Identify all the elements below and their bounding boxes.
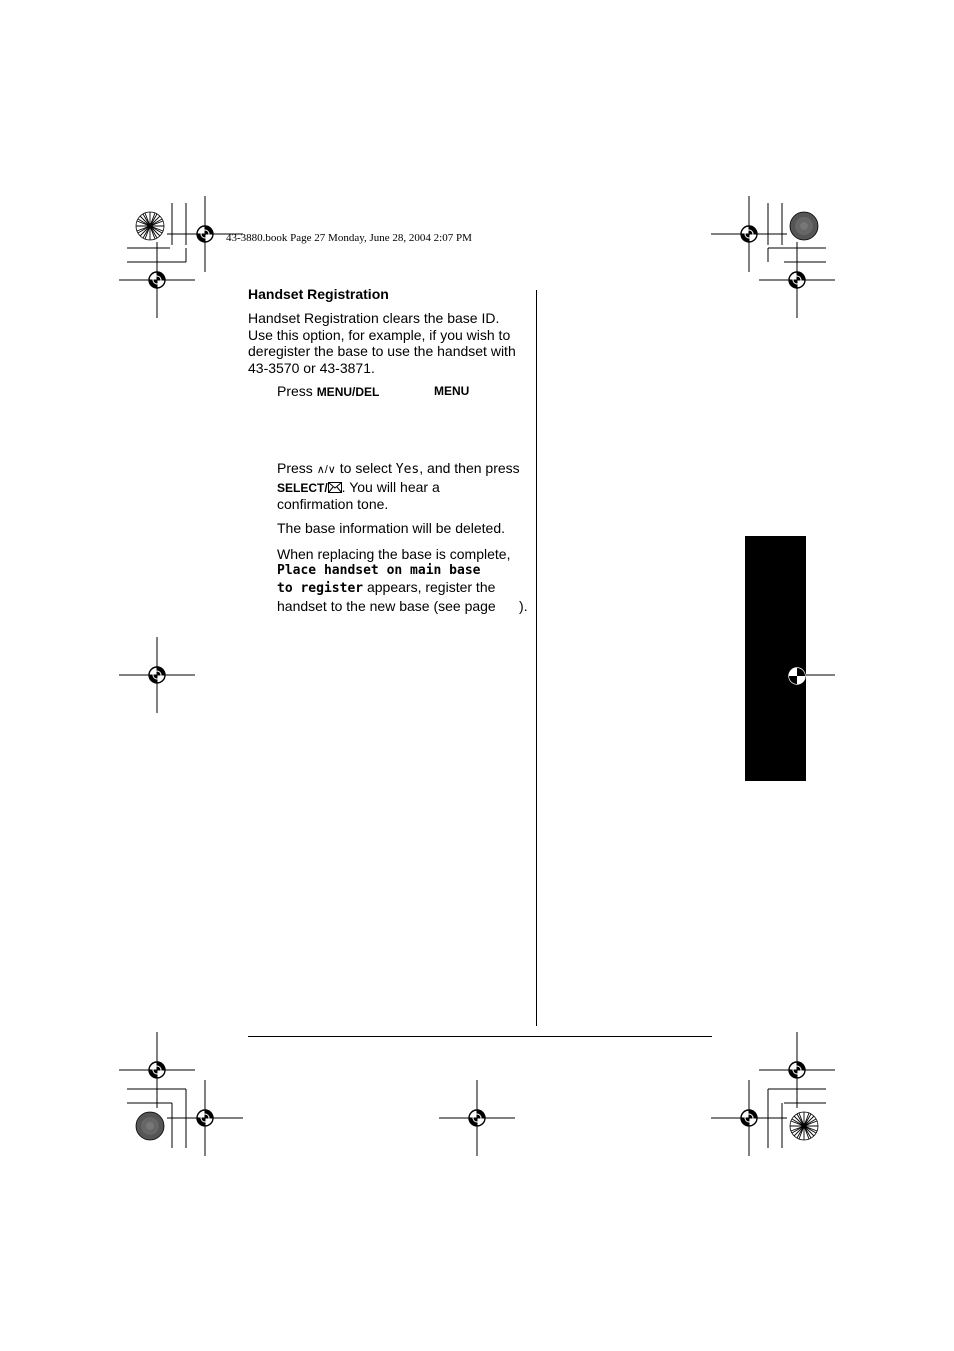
registration-mark-icon xyxy=(711,196,787,272)
step-text: confirmation tone. xyxy=(277,496,389,512)
intro-line: deregister the base to use the handset with xyxy=(248,343,516,359)
step-text: Press xyxy=(277,460,317,476)
registration-mark-icon xyxy=(119,1032,195,1108)
step-2 xyxy=(277,460,535,513)
registration-mark-icon xyxy=(119,637,195,713)
registration-mark-icon xyxy=(439,1080,515,1156)
intro-line: Handset Registration clears the base ID. xyxy=(248,310,500,326)
starburst-target-icon xyxy=(790,212,818,240)
display-message: to register xyxy=(277,581,364,596)
step-1 xyxy=(277,383,535,401)
up-down-arrows: ∧/∨ xyxy=(316,464,336,476)
intro-line: Use this option, for example, if you wish to xyxy=(248,326,511,343)
envelope-icon xyxy=(328,482,342,493)
note-replace xyxy=(277,546,535,614)
step-text: Press xyxy=(277,383,317,399)
registration-mark-icon xyxy=(167,1080,243,1156)
step-text: to select xyxy=(335,460,396,476)
file-info-header: 43-3880.book Page 27 Monday, June 28, 2004 2:07 PM xyxy=(226,232,472,244)
registration-mark-icon xyxy=(119,242,195,318)
step-text: , and then press xyxy=(419,460,520,476)
step-text: . You will hear a xyxy=(341,478,440,495)
starburst-target-icon xyxy=(790,1112,818,1140)
note-line: appears, register the xyxy=(363,579,496,595)
registration-mark-icon xyxy=(759,1032,835,1108)
side-tab xyxy=(745,536,806,781)
display-message: Place handset on main base xyxy=(277,562,481,578)
registration-mark-icon xyxy=(783,662,811,690)
intro-paragraph xyxy=(248,310,533,376)
menu-del-key: MENU/DEL xyxy=(316,385,380,399)
registration-mark-icon xyxy=(759,242,835,318)
menu-key: MENU xyxy=(434,384,470,398)
registration-mark-icon xyxy=(711,1080,787,1156)
footer-rule xyxy=(248,1036,712,1037)
note-line: handset to the new base (see page ). xyxy=(277,597,528,614)
select-key: SELECT/ xyxy=(277,480,328,495)
starburst-target-icon xyxy=(136,212,164,240)
column-divider xyxy=(536,290,537,1026)
section-heading: Handset Registration xyxy=(248,286,389,302)
note-deleted: The base information will be deleted. xyxy=(277,520,506,536)
note-line: When replacing the base is complete, xyxy=(277,546,511,562)
display-yes: Yes xyxy=(395,462,420,477)
starburst-target-icon xyxy=(136,1112,164,1140)
intro-line: 43-3570 or 43-3871. xyxy=(248,359,375,376)
